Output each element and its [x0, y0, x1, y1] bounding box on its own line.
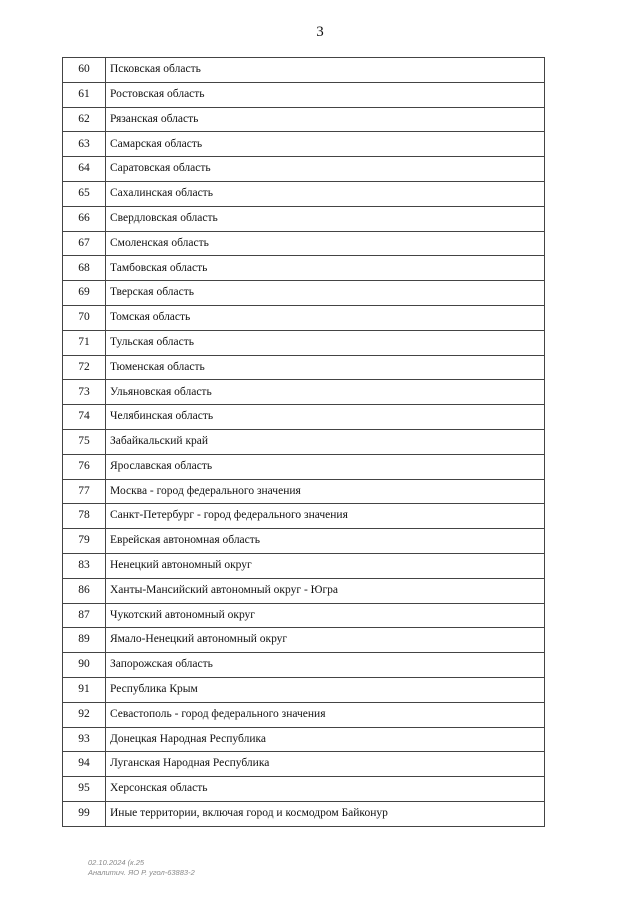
regions-table-body — [63, 58, 545, 827]
document-stamp — [88, 858, 195, 878]
region-code-cell: 94 — [63, 752, 106, 777]
region-name-cell: Тверская область — [106, 281, 545, 306]
region-code-cell: 77 — [63, 479, 106, 504]
table-row — [63, 801, 545, 826]
region-name-cell: Луганская Народная Республика — [106, 752, 545, 777]
table-row — [63, 305, 545, 330]
region-name-cell: Ямало-Ненецкий автономный округ — [106, 628, 545, 653]
region-name-cell: Ростовская область — [106, 82, 545, 107]
region-code-cell: 64 — [63, 157, 106, 182]
table-row — [63, 281, 545, 306]
table-row — [63, 702, 545, 727]
table-row — [63, 603, 545, 628]
region-code-cell: 79 — [63, 529, 106, 554]
region-name-cell: Ярославская область — [106, 454, 545, 479]
region-name-cell: Самарская область — [106, 132, 545, 157]
table-row — [63, 206, 545, 231]
region-name-cell: Челябинская область — [106, 405, 545, 430]
region-name-cell: Свердловская область — [106, 206, 545, 231]
table-row — [63, 727, 545, 752]
region-code-cell: 65 — [63, 181, 106, 206]
table-row — [63, 380, 545, 405]
region-name-cell: Рязанская область — [106, 107, 545, 132]
region-code-cell: 86 — [63, 578, 106, 603]
table-row — [63, 58, 545, 83]
region-code-cell: 73 — [63, 380, 106, 405]
region-name-cell: Севастополь - город федерального значения — [106, 702, 545, 727]
region-name-cell: Иные территории, включая город и космодром Байконур — [106, 801, 545, 826]
table-row — [63, 777, 545, 802]
region-name-cell: Ненецкий автономный округ — [106, 553, 545, 578]
region-code-cell: 78 — [63, 504, 106, 529]
region-name-cell: Республика Крым — [106, 677, 545, 702]
table-row — [63, 405, 545, 430]
table-row — [63, 479, 545, 504]
region-code-cell: 99 — [63, 801, 106, 826]
table-row — [63, 181, 545, 206]
page-number: 3 — [316, 24, 324, 40]
region-code-cell: 90 — [63, 653, 106, 678]
region-code-cell: 60 — [63, 58, 106, 83]
region-code-cell: 62 — [63, 107, 106, 132]
region-code-cell: 67 — [63, 231, 106, 256]
region-code-cell: 83 — [63, 553, 106, 578]
region-code-cell: 63 — [63, 132, 106, 157]
table-row — [63, 82, 545, 107]
region-code-cell: 87 — [63, 603, 106, 628]
region-code-cell: 70 — [63, 305, 106, 330]
region-code-cell: 91 — [63, 677, 106, 702]
table-row — [63, 529, 545, 554]
region-code-cell: 61 — [63, 82, 106, 107]
region-name-cell: Ульяновская область — [106, 380, 545, 405]
region-name-cell: Тамбовская область — [106, 256, 545, 281]
region-name-cell: Еврейская автономная область — [106, 529, 545, 554]
region-code-cell: 66 — [63, 206, 106, 231]
table-row — [63, 256, 545, 281]
table-row — [63, 553, 545, 578]
region-code-cell: 89 — [63, 628, 106, 653]
region-code-cell: 95 — [63, 777, 106, 802]
table-row — [63, 107, 545, 132]
table-row — [63, 231, 545, 256]
table-row — [63, 355, 545, 380]
table-row — [63, 677, 545, 702]
region-name-cell: Херсонская область — [106, 777, 545, 802]
region-name-cell: Сахалинская область — [106, 181, 545, 206]
region-code-cell: 71 — [63, 330, 106, 355]
region-name-cell: Забайкальский край — [106, 429, 545, 454]
stamp-line-registration: Аналитич. ЯО Р. угол-63883-2 — [88, 868, 195, 877]
table-row — [63, 578, 545, 603]
region-code-cell: 68 — [63, 256, 106, 281]
region-name-cell: Псковская область — [106, 58, 545, 83]
region-name-cell: Запорожская область — [106, 653, 545, 678]
regions-table — [62, 57, 545, 827]
table-row — [63, 454, 545, 479]
region-code-cell: 69 — [63, 281, 106, 306]
region-code-cell: 93 — [63, 727, 106, 752]
region-code-cell: 76 — [63, 454, 106, 479]
region-name-cell: Донецкая Народная Республика — [106, 727, 545, 752]
region-name-cell: Томская область — [106, 305, 545, 330]
region-name-cell: Ханты-Мансийский автономный округ - Югра — [106, 578, 545, 603]
region-name-cell: Чукотский автономный округ — [106, 603, 545, 628]
table-row — [63, 429, 545, 454]
table-row — [63, 330, 545, 355]
region-code-cell: 72 — [63, 355, 106, 380]
table-row — [63, 132, 545, 157]
region-name-cell: Смоленская область — [106, 231, 545, 256]
region-code-cell: 75 — [63, 429, 106, 454]
region-name-cell: Тульская область — [106, 330, 545, 355]
region-name-cell: Саратовская область — [106, 157, 545, 182]
stamp-line-date: 02.10.2024 (к.25 — [88, 858, 145, 867]
region-name-cell: Тюменская область — [106, 355, 545, 380]
table-row — [63, 628, 545, 653]
table-row — [63, 157, 545, 182]
region-code-cell: 74 — [63, 405, 106, 430]
table-row — [63, 752, 545, 777]
region-code-cell: 92 — [63, 702, 106, 727]
region-name-cell: Москва - город федерального значения — [106, 479, 545, 504]
table-row — [63, 504, 545, 529]
region-name-cell: Санкт-Петербург - город федерального значения — [106, 504, 545, 529]
table-row — [63, 653, 545, 678]
